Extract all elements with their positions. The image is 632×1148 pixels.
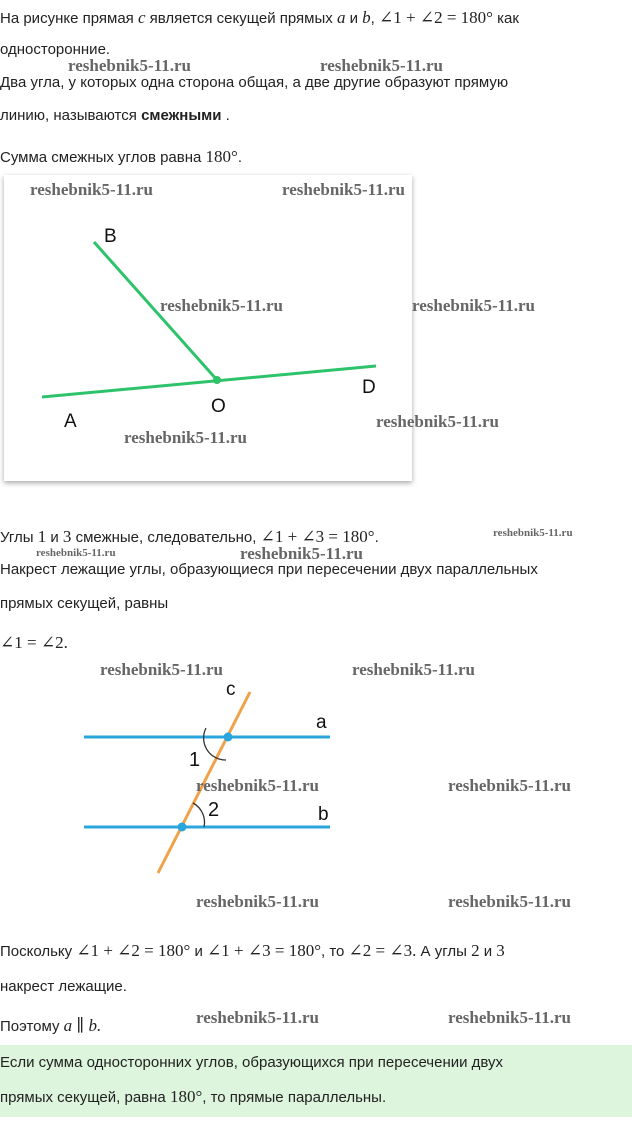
math-3: 3: [62, 527, 72, 546]
math-c: c: [137, 8, 146, 27]
label-b: b: [318, 804, 329, 825]
watermark: reshebnik5-11.ru: [240, 544, 363, 563]
text: является секущей прямых: [145, 10, 337, 27]
math-3: 3: [496, 941, 505, 960]
math-b: b: [362, 8, 371, 27]
watermark: reshebnik5-11.ru: [124, 428, 247, 447]
p6-line2: накрест лежащие.: [0, 978, 127, 995]
math-equation: ∠1 + ∠2 = 180°: [76, 941, 191, 960]
watermark: reshebnik5-11.ru: [196, 776, 319, 795]
label-a: A: [64, 411, 77, 432]
text: линию, называются: [0, 107, 142, 124]
text: Углы: [0, 529, 38, 546]
p6-line1: [0, 941, 505, 962]
p1-line1: [0, 8, 519, 29]
math-equation: ∠2 = ∠3.: [348, 941, 417, 960]
watermark: reshebnik5-11.ru: [36, 547, 116, 559]
math-1: 1: [37, 527, 47, 546]
label-c: c: [226, 679, 236, 700]
text: и: [190, 943, 208, 960]
label-b: B: [104, 226, 117, 247]
p3-line: [0, 147, 242, 168]
p2-line2: [0, 106, 230, 126]
angle-2-arc: [193, 803, 205, 827]
text: и: [46, 529, 63, 546]
watermark: reshebnik5-11.ru: [448, 1008, 571, 1027]
watermark: reshebnik5-11.ru: [196, 1008, 319, 1027]
math-equation: ∠1 + ∠2 = 180°: [379, 8, 493, 27]
point-intersection-b: [178, 823, 187, 832]
watermark: reshebnik5-11.ru: [448, 776, 571, 795]
watermark: reshebnik5-11.ru: [448, 892, 571, 911]
text: .: [237, 149, 243, 166]
p1-line2: односторонние.: [0, 41, 111, 58]
text: Поэтому: [0, 1018, 64, 1035]
text: ,: [370, 10, 380, 27]
label-d: D: [362, 377, 376, 398]
watermark: reshebnik5-11.ru: [320, 56, 443, 75]
theorem-callout: [0, 1045, 632, 1117]
text: , то: [321, 943, 349, 960]
p5-line2: прямых секущей, равны: [0, 595, 169, 612]
label-o: O: [211, 396, 226, 417]
math-equation: ∠1 + ∠3 = 180°: [260, 527, 375, 546]
label-a: a: [316, 712, 327, 733]
text: и: [479, 943, 497, 960]
label-angle-1: 1: [189, 749, 201, 771]
point-o: [213, 376, 221, 384]
text: А углы: [416, 943, 472, 960]
math-2: 2: [471, 941, 480, 960]
text: как: [492, 10, 519, 27]
p5-line1: Накрест лежащие углы, образующиеся при пересечении двух параллельных: [0, 561, 538, 578]
watermark: reshebnik5-11.ru: [68, 56, 191, 75]
math-equation: ∠1 + ∠3 = 180°: [207, 941, 321, 960]
watermark: reshebnik5-11.ru: [160, 296, 283, 315]
text: .: [221, 107, 230, 124]
label-angle-2: 2: [208, 799, 220, 821]
math-180: 180°: [205, 147, 238, 166]
text: Поскольку: [0, 943, 77, 960]
text: смежные, следовательно,: [71, 529, 261, 546]
p7-line: [0, 1016, 101, 1037]
watermark: reshebnik5-11.ru: [493, 527, 573, 539]
text: .: [374, 529, 379, 546]
p5-equation: ∠1 = ∠2.: [0, 633, 68, 652]
callout-line1: Если сумма односторонних углов, образующихся при пересечении двух: [0, 1054, 504, 1071]
callout-line2: [0, 1087, 386, 1108]
math-180: 180°: [169, 1087, 203, 1106]
watermark: reshebnik5-11.ru: [376, 412, 499, 431]
watermark: reshebnik5-11.ru: [196, 892, 319, 911]
text: прямых секущей, равна: [0, 1089, 170, 1106]
text: и: [345, 10, 363, 27]
p2-line1: Два угла, у которых одна сторона общая, а две другие образуют прямую: [0, 74, 509, 91]
text: На рисунке прямая: [0, 10, 138, 27]
watermark: reshebnik5-11.ru: [282, 180, 405, 199]
text: , то прямые параллельны.: [202, 1089, 387, 1106]
watermark: reshebnik5-11.ru: [412, 296, 535, 315]
watermark: reshebnik5-11.ru: [100, 660, 223, 679]
watermark: reshebnik5-11.ru: [352, 660, 475, 679]
term-bold: смежными: [141, 107, 222, 124]
figure2-diagram: [60, 670, 360, 880]
math-parallel: a ∥ b.: [63, 1016, 102, 1035]
point-intersection-a: [224, 733, 233, 742]
watermark: reshebnik5-11.ru: [30, 180, 153, 199]
math-a: a: [336, 8, 346, 27]
text: Сумма смежных углов равна: [0, 149, 206, 166]
